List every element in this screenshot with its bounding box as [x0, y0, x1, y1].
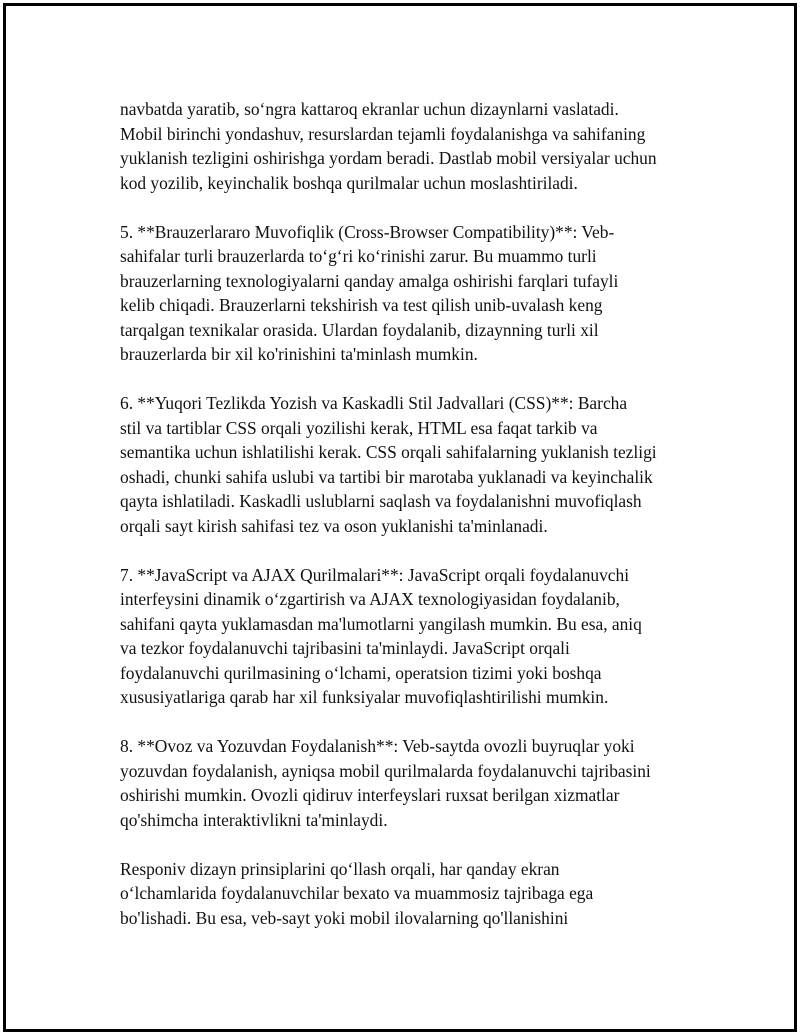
text-line: xususiyatlariga qarab har xil funksiyalar muvofiqlashtirilishi mumkin.: [120, 687, 609, 707]
text-line: kelib chiqadi. Brauzerlarni tekshirish va test qilish unib-uvalash keng: [120, 295, 603, 315]
text-line: yozuvdan foydalanish, ayniqsa mobil qurilmalarda foydalanuvchi tajribasini: [120, 760, 651, 781]
text-line: sahifani qayta yuklamasdan ma'lumotlarni yangilash mumkin. Bu esa, aniq: [120, 613, 642, 634]
text-line: va tezkor foydalanuvchi tajribasini ta'minlaydi. JavaScript orqali: [120, 638, 570, 658]
text-line: stil va tartiblar CSS orqali yozilishi kerak, HTML esa faqat tarkib va: [120, 417, 598, 438]
text-line: semantika uchun ishlatilishi kerak. CSS orqali sahifalarning yuklanish tezligi: [120, 442, 657, 462]
paragraph-css: [120, 391, 695, 538]
paragraph-cross-browser: [120, 220, 695, 367]
text-line: foydalanuvchi qurilmasining o‘lchami, operatsion tizimi yoki boshqa: [120, 662, 602, 683]
text-line: qayta ishlatiladi. Kaskadli uslublarni saqlash va foydalanishni muvofiqlash: [120, 491, 642, 511]
text-line: 7. **JavaScript va AJAX Qurilmalari**: JavaScript orqali foydalanuvchi: [120, 564, 630, 585]
text-line: oshirishi mumkin. Ovozli qidiruv interfeyslari ruxsat berilgan xizmatlar: [120, 785, 620, 805]
text-line: Responiv dizayn prinsiplarini qo‘llash orqali, har qanday ekran: [120, 858, 560, 879]
text-line: oshadi, chunki sahifa uslubi va tartibi bir marotaba yuklanadi va keyinchalik: [120, 466, 653, 487]
text-line: orqali sayt kirish sahifasi tez va oson yuklanishi ta'minlanadi.: [120, 515, 548, 536]
text-line: navbatda yaratib, so‘ngra kattaroq ekranlar uchun dizaynlarni vaslatadi.: [120, 99, 619, 119]
text-line: kod yozilib, keyinchalik boshqa qurilmalar uchun moslashtiriladi.: [120, 172, 578, 193]
text-line: bo'lishadi. Bu esa, veb-sayt yoki mobil ilovalarning qo'llanishini: [120, 907, 569, 928]
paragraph-mobile-first: [120, 97, 695, 195]
text-line: Mobil birinchi yondashuv, resurslardan tejamli foydalanishga va sahifaning: [120, 123, 646, 144]
text-line: 6. **Yuqori Tezlikda Yozish va Kaskadli Stil Jadvallari (CSS)**: Barcha: [120, 393, 628, 413]
paragraph-javascript-ajax: [120, 563, 695, 710]
text-line: brauzerlarning texnologiyalarni qanday amalga oshirishi farqlari tufayli: [120, 270, 619, 291]
text-line: yuklanish tezligini oshirishga yordam beradi. Dastlab mobil versiyalar uchun: [120, 148, 657, 168]
text-line: sahifalar turli brauzerlarda to‘g‘ri ko‘rinishi zarur. Bu muammo turli: [120, 246, 597, 266]
text-line: interfeysini dinamik o‘zgartirish va AJAX texnologiyasidan foydalanib,: [120, 589, 620, 609]
paragraph-voice: [120, 734, 695, 832]
text-line: tarqalgan texnikalar orasida. Ulardan foydalanib, dizaynning turli xil: [120, 319, 599, 340]
document-body: [120, 97, 695, 955]
text-line: 8. **Ovoz va Yozuvdan Foydalanish**: Veb-saytda ovozli buyruqlar yoki: [120, 736, 635, 756]
text-line: 5. **Brauzerlararo Muvofiqlik (Cross-Browser Compatibility)**: Veb-: [120, 221, 615, 242]
text-line: qo'shimcha interaktivlikni ta'minlaydi.: [120, 809, 388, 830]
text-line: brauzerlarda bir xil ko'rinishini ta'minlash mumkin.: [120, 344, 478, 364]
page-border: [3, 3, 797, 1032]
text-line: o‘lchamlarida foydalanuvchilar bexato va muammosiz tajribaga ega: [120, 883, 594, 903]
paragraph-conclusion: [120, 857, 695, 931]
